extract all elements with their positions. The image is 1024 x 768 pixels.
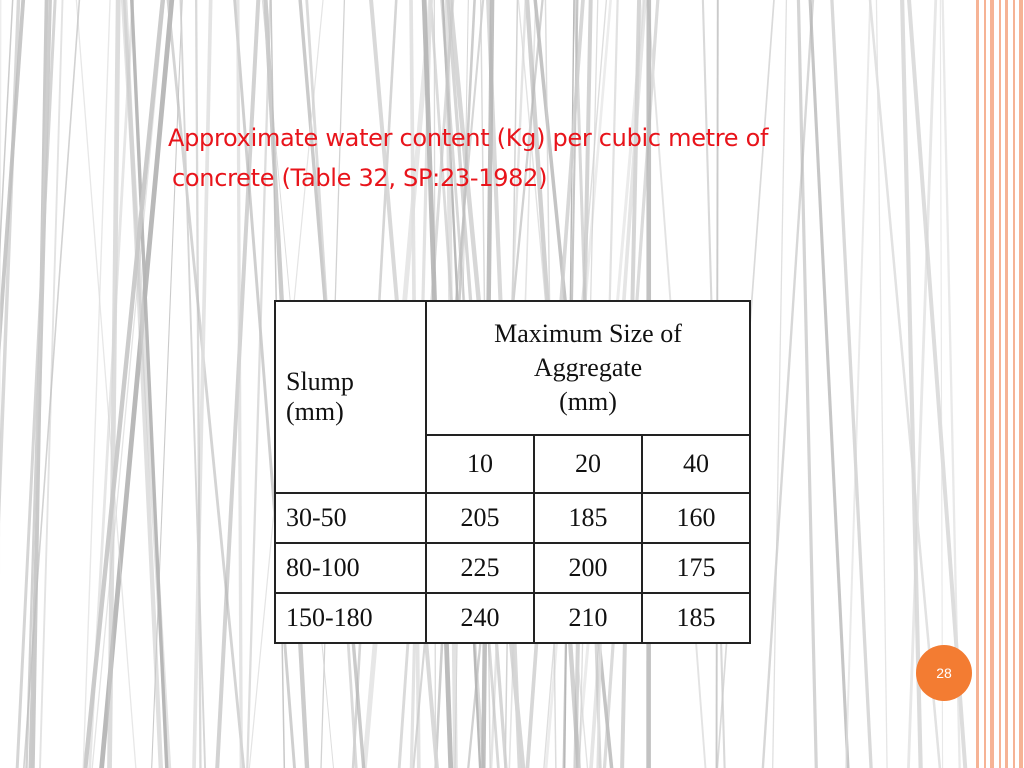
water-value-cell: 185 <box>642 593 750 643</box>
water-value-cell: 185 <box>534 493 642 543</box>
background-stroke <box>876 0 887 768</box>
water-value-cell: 175 <box>642 543 750 593</box>
slump-cell: 30-50 <box>275 493 426 543</box>
water-value-cell: 200 <box>534 543 642 593</box>
water-value-cell: 210 <box>534 593 642 643</box>
background-stroke <box>238 0 242 768</box>
background-stroke <box>26 0 50 768</box>
slump-cell: 80-100 <box>275 543 426 593</box>
slide-title-line-1: Approximate water content (Kg) per cubic metre of <box>168 124 769 152</box>
size-header-cell: 20 <box>534 435 642 493</box>
background-stroke <box>23 0 80 768</box>
water-content-table <box>274 300 751 644</box>
max-size-header-line-1: Maximum Size of <box>494 319 682 348</box>
size-header-cell: 10 <box>426 435 534 493</box>
background-stroke <box>773 0 787 768</box>
max-size-header-unit: (mm) <box>559 387 617 416</box>
background-stroke <box>798 0 816 768</box>
table-row <box>275 593 750 643</box>
water-value-cell: 240 <box>426 593 534 643</box>
table-row <box>275 543 750 593</box>
max-size-header-cell <box>426 301 750 435</box>
water-value-cell: 225 <box>426 543 534 593</box>
right-decorative-border <box>974 0 1024 768</box>
page-number-badge: 28 <box>916 645 972 701</box>
water-value-cell: 160 <box>642 493 750 543</box>
size-header-cell: 40 <box>642 435 750 493</box>
slide-title <box>168 118 888 198</box>
water-value-cell: 205 <box>426 493 534 543</box>
slump-header-label: Slump <box>286 367 354 396</box>
background-stroke <box>125 0 162 768</box>
background-stroke <box>810 0 849 768</box>
background-stroke <box>167 0 245 768</box>
slide-title-line-2: concrete (Table 32, SP:23-1982) <box>172 164 548 192</box>
slump-header-cell <box>275 301 426 493</box>
table-header-row <box>275 301 750 435</box>
max-size-header-line-2: Aggregate <box>533 353 643 382</box>
slump-cell: 150-180 <box>275 593 426 643</box>
table-row <box>275 493 750 543</box>
slump-header-unit: (mm) <box>286 397 344 426</box>
